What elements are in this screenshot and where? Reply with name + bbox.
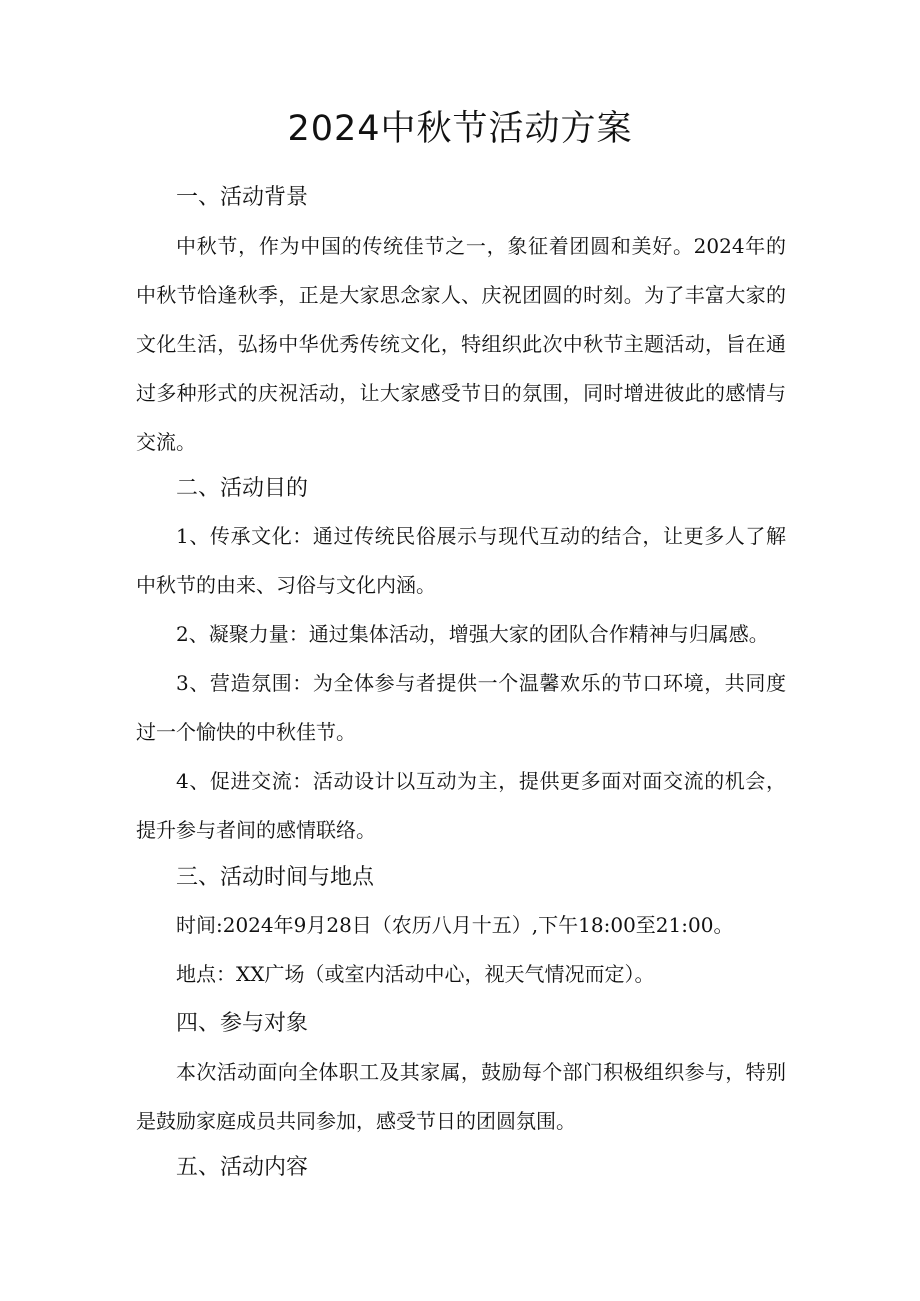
section-heading-time-place: 三、活动时间与地点 [176,865,375,890]
section-heading-content: 五、活动内容 [176,1155,309,1180]
paragraph-purpose-2: 2、凝聚力量：通过集体活动，增强大家的团队合作精神与归属感。 [176,622,769,646]
document-title: 2024中秋节活动方案 [287,109,633,149]
paragraph-background: 中秋节，作为中国的传统佳节之一，象征着团圆和美好。2024年的中秋节恰逢秋季，正是大家思念家人、庆祝团圆的时刻。为了丰富大家的文化生活，弘扬中华优秀传统文化，特组织此次中秋节主题活动，旨在通过多种形式的庆祝活动，让大家感受节日的氛围，同时增进彼此的感情与交流。 [136,234,786,454]
event-time: 时间:2024年9月28日（农历八月十五）,下午18:00至21:00。 [176,913,734,937]
paragraph-participants: 本次活动面向全体职工及其家属，鼓励每个部门积极组织参与，特别是鼓励家庭成员共同参加，感受节日的团圆氛围。 [136,1060,786,1133]
paragraph-purpose-4: 4、促进交流：活动设计以互动为主，提供更多面对面交流的机会，提升参与者间的感情联络。 [136,769,786,842]
event-place: 地点：XX广场（或室内活动中心，视天气情况而定）。 [176,962,655,986]
section-heading-purpose: 二、活动目的 [176,476,309,501]
paragraph-purpose-3: 3、营造氛围：为全体参与者提供一个温馨欢乐的节口环境，共同度过一个愉快的中秋佳节。 [136,671,786,744]
section-heading-participants: 四、参与对象 [176,1011,309,1036]
paragraph-purpose-1: 1、传承文化：通过传统民俗展示与现代互动的结合，让更多人了解中秋节的由来、习俗与文化内涵。 [136,524,786,597]
section-heading-background: 一、活动背景 [176,185,309,210]
